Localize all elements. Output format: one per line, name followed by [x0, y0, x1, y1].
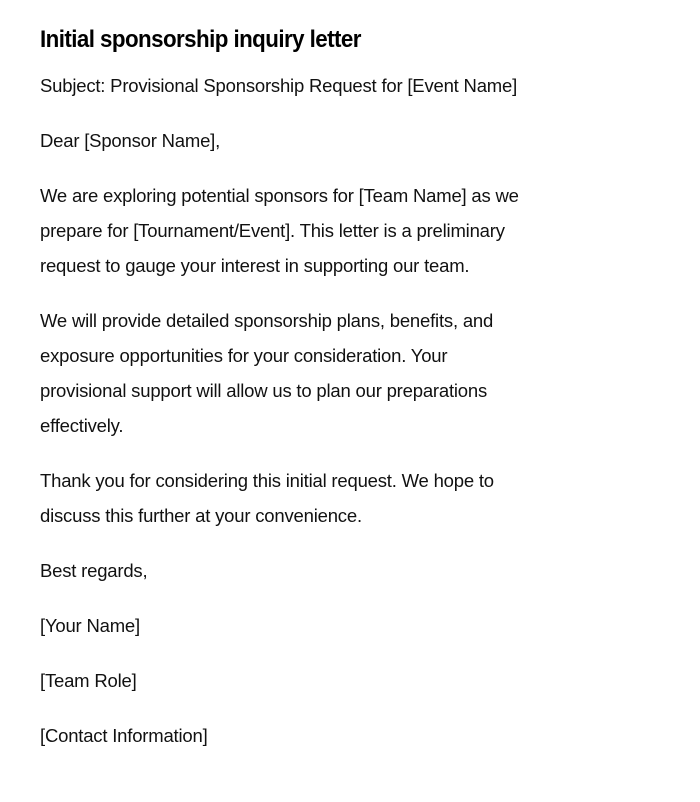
subject-line [40, 68, 680, 103]
paragraph-line: discuss this further at your convenience. [40, 505, 362, 526]
closing-text: Best regards, [40, 560, 148, 581]
salutation-text: Dear [Sponsor Name], [40, 130, 221, 151]
paragraph-line: We will provide detailed sponsorship plans, benefits, and [40, 310, 494, 331]
salutation [40, 123, 680, 158]
document-title: Initial sponsorship inquiry letter [40, 26, 361, 53]
paragraph-details [40, 303, 680, 443]
subject-text: Subject: Provisional Sponsorship Request for [Event Name] [40, 75, 518, 96]
signature-name-text: [Your Name] [40, 615, 140, 636]
paragraph-line: exposure opportunities for your consideration. Your [40, 345, 448, 366]
paragraph-line: provisional support will allow us to plan our preparations [40, 380, 488, 401]
paragraph-thanks [40, 463, 680, 533]
paragraph-line: Thank you for considering this initial request. We hope to [40, 470, 494, 491]
signature-contact [40, 718, 680, 753]
paragraph-line: request to gauge your interest in supporting our team. [40, 255, 470, 276]
signature-name [40, 608, 680, 643]
signature-contact-text: [Contact Information] [40, 725, 208, 746]
paragraph-intro [40, 178, 680, 283]
signature-role-text: [Team Role] [40, 670, 137, 691]
closing [40, 553, 680, 588]
signature-role [40, 663, 680, 698]
paragraph-line: effectively. [40, 415, 124, 436]
letter-document [40, 22, 680, 773]
paragraph-line: We are exploring potential sponsors for [Team Name] as we [40, 185, 519, 206]
paragraph-line: prepare for [Tournament/Event]. This letter is a preliminary [40, 220, 505, 241]
